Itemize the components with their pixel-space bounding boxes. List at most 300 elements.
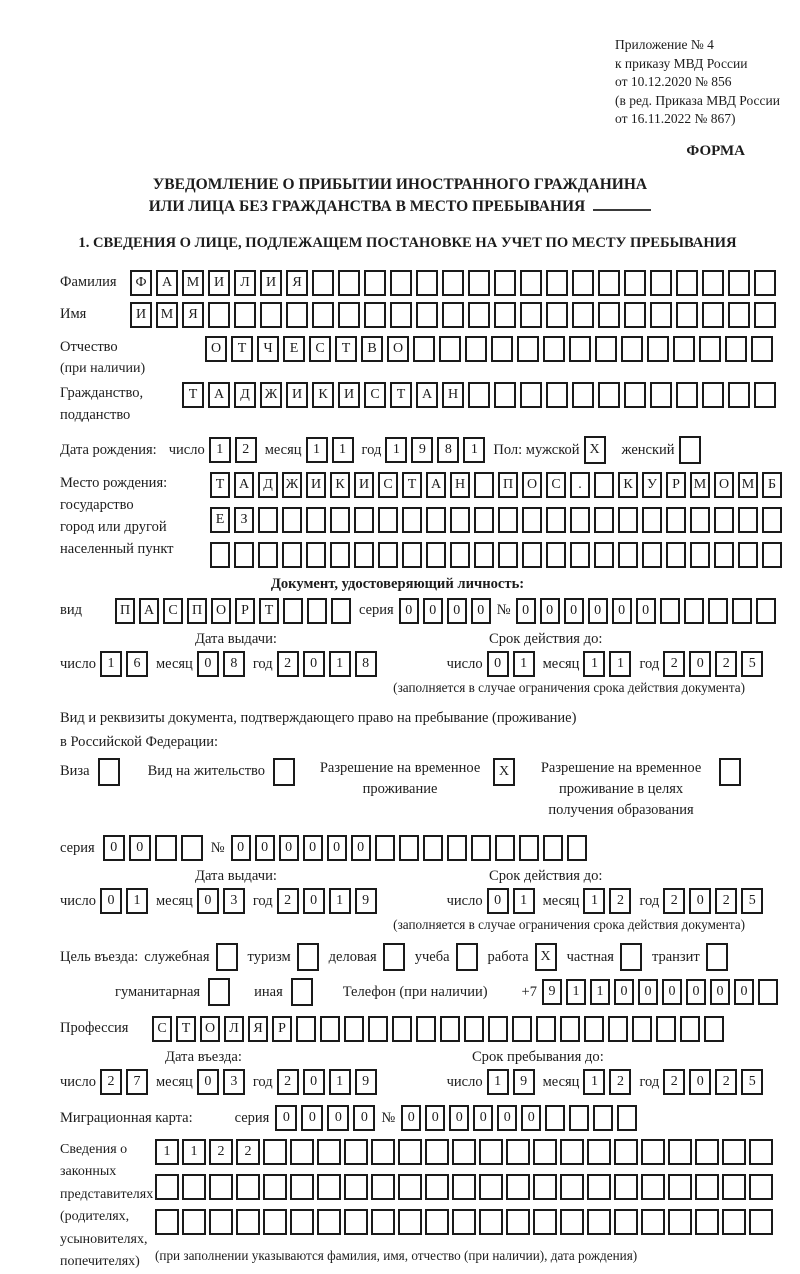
char-cell[interactable]: [543, 336, 565, 362]
char-cell[interactable]: [749, 1209, 773, 1235]
char-cell[interactable]: [317, 1174, 341, 1200]
char-cell[interactable]: [425, 1174, 449, 1200]
char-cell[interactable]: 8: [355, 651, 377, 677]
char-cell[interactable]: [402, 507, 422, 533]
stay-day-cells[interactable]: [487, 1069, 535, 1095]
char-cell[interactable]: 0: [710, 979, 730, 1005]
char-cell[interactable]: [398, 1209, 422, 1235]
char-cell[interactable]: У: [642, 472, 662, 498]
char-cell[interactable]: [479, 1209, 503, 1235]
char-cell[interactable]: [371, 1209, 395, 1235]
char-cell[interactable]: 0: [129, 835, 151, 861]
res-valid-day-cells[interactable]: [487, 888, 535, 914]
char-cell[interactable]: [545, 1105, 565, 1131]
char-cell[interactable]: [375, 835, 395, 861]
char-cell[interactable]: 0: [275, 1105, 297, 1131]
char-cell[interactable]: А: [234, 472, 254, 498]
char-cell[interactable]: Ж: [260, 382, 282, 408]
char-cell[interactable]: [728, 382, 750, 408]
doc-issue-month-cells[interactable]: [197, 651, 245, 677]
char-cell[interactable]: [155, 1174, 179, 1200]
char-cell[interactable]: [402, 542, 422, 568]
char-cell[interactable]: 0: [487, 651, 509, 677]
char-cell[interactable]: [520, 302, 542, 328]
char-cell[interactable]: [450, 542, 470, 568]
char-cell[interactable]: [234, 302, 256, 328]
char-cell[interactable]: 0: [447, 598, 467, 624]
char-cell[interactable]: [758, 979, 778, 1005]
char-cell[interactable]: [210, 542, 230, 568]
char-cell[interactable]: [495, 835, 515, 861]
char-cell[interactable]: П: [498, 472, 518, 498]
purpose-other-checkbox[interactable]: [291, 978, 313, 1006]
char-cell[interactable]: Т: [210, 472, 230, 498]
char-cell[interactable]: 1: [590, 979, 610, 1005]
entry-month-cells[interactable]: [197, 1069, 245, 1095]
char-cell[interactable]: 1: [126, 888, 148, 914]
char-cell[interactable]: 0: [197, 888, 219, 914]
char-cell[interactable]: 2: [663, 1069, 685, 1095]
char-cell[interactable]: [666, 507, 686, 533]
char-cell[interactable]: 2: [609, 888, 631, 914]
char-cell[interactable]: А: [139, 598, 159, 624]
char-cell[interactable]: Л: [224, 1016, 244, 1042]
char-cell[interactable]: [506, 1209, 530, 1235]
char-cell[interactable]: [676, 302, 698, 328]
purpose-tourism-checkbox[interactable]: [297, 943, 319, 971]
char-cell[interactable]: 0: [197, 1069, 219, 1095]
char-cell[interactable]: 9: [355, 888, 377, 914]
char-cell[interactable]: [234, 542, 254, 568]
char-cell[interactable]: Ж: [282, 472, 302, 498]
char-cell[interactable]: [754, 302, 776, 328]
char-cell[interactable]: 1: [182, 1139, 206, 1165]
char-cell[interactable]: 2: [663, 888, 685, 914]
res-valid-year-cells[interactable]: [663, 888, 763, 914]
char-cell[interactable]: 0: [353, 1105, 375, 1131]
char-cell[interactable]: Р: [666, 472, 686, 498]
char-cell[interactable]: 1: [487, 1069, 509, 1095]
char-cell[interactable]: С: [309, 336, 331, 362]
char-cell[interactable]: 2: [100, 1069, 122, 1095]
char-cell[interactable]: .: [570, 472, 590, 498]
char-cell[interactable]: 0: [497, 1105, 517, 1131]
birthplace-row3-cells[interactable]: [210, 542, 782, 568]
char-cell[interactable]: [714, 542, 734, 568]
purpose-humanitarian-checkbox[interactable]: [208, 978, 230, 1006]
char-cell[interactable]: 1: [583, 651, 605, 677]
char-cell[interactable]: [338, 302, 360, 328]
char-cell[interactable]: [209, 1174, 233, 1200]
char-cell[interactable]: [236, 1209, 260, 1235]
visa-checkbox[interactable]: [98, 758, 120, 786]
doc-series-cells[interactable]: [399, 598, 491, 624]
char-cell[interactable]: [754, 270, 776, 296]
char-cell[interactable]: 2: [277, 1069, 299, 1095]
doc-number-cells[interactable]: [516, 598, 776, 624]
char-cell[interactable]: X: [493, 758, 515, 786]
char-cell[interactable]: [312, 270, 334, 296]
char-cell[interactable]: [754, 382, 776, 408]
char-cell[interactable]: [593, 1105, 613, 1131]
char-cell[interactable]: [533, 1174, 557, 1200]
birth-year-cells[interactable]: [385, 437, 485, 463]
char-cell[interactable]: М: [156, 302, 178, 328]
purpose-study-checkbox[interactable]: [456, 943, 478, 971]
char-cell[interactable]: [519, 835, 539, 861]
char-cell[interactable]: 1: [332, 437, 354, 463]
char-cell[interactable]: [423, 835, 443, 861]
doc-valid-day-cells[interactable]: [487, 651, 535, 677]
sex-male-checkbox[interactable]: [584, 436, 606, 464]
char-cell[interactable]: И: [354, 472, 374, 498]
char-cell[interactable]: Н: [442, 382, 464, 408]
char-cell[interactable]: [751, 336, 773, 362]
char-cell[interactable]: 2: [235, 437, 257, 463]
char-cell[interactable]: [155, 1209, 179, 1235]
char-cell[interactable]: [260, 302, 282, 328]
char-cell[interactable]: [317, 1139, 341, 1165]
char-cell[interactable]: [425, 1139, 449, 1165]
char-cell[interactable]: Р: [272, 1016, 292, 1042]
char-cell[interactable]: [416, 302, 438, 328]
char-cell[interactable]: [666, 542, 686, 568]
char-cell[interactable]: 0: [255, 835, 275, 861]
char-cell[interactable]: [273, 758, 295, 786]
char-cell[interactable]: [306, 507, 326, 533]
char-cell[interactable]: 1: [566, 979, 586, 1005]
char-cell[interactable]: 9: [542, 979, 562, 1005]
doc-issue-day-cells[interactable]: [100, 651, 148, 677]
stay-month-cells[interactable]: [583, 1069, 631, 1095]
char-cell[interactable]: [725, 336, 747, 362]
char-cell[interactable]: [354, 507, 374, 533]
char-cell[interactable]: [679, 436, 701, 464]
char-cell[interactable]: О: [211, 598, 231, 624]
char-cell[interactable]: [572, 270, 594, 296]
char-cell[interactable]: [291, 978, 313, 1006]
char-cell[interactable]: [702, 382, 724, 408]
char-cell[interactable]: [297, 943, 319, 971]
char-cell[interactable]: 0: [401, 1105, 421, 1131]
char-cell[interactable]: М: [738, 472, 758, 498]
char-cell[interactable]: [290, 1174, 314, 1200]
char-cell[interactable]: 0: [473, 1105, 493, 1131]
char-cell[interactable]: К: [330, 472, 350, 498]
char-cell[interactable]: 2: [277, 651, 299, 677]
char-cell[interactable]: [650, 270, 672, 296]
entry-year-cells[interactable]: [277, 1069, 377, 1095]
profession-cells[interactable]: [152, 1016, 724, 1042]
res-series-cells[interactable]: [103, 835, 203, 861]
char-cell[interactable]: [371, 1174, 395, 1200]
char-cell[interactable]: 2: [609, 1069, 631, 1095]
purpose-private-checkbox[interactable]: [620, 943, 642, 971]
rep-row2-cells[interactable]: [155, 1174, 773, 1200]
char-cell[interactable]: 1: [513, 888, 535, 914]
char-cell[interactable]: [447, 835, 467, 861]
birth-month-cells[interactable]: [306, 437, 354, 463]
char-cell[interactable]: 0: [100, 888, 122, 914]
char-cell[interactable]: [383, 943, 405, 971]
char-cell[interactable]: [452, 1174, 476, 1200]
char-cell[interactable]: [560, 1016, 580, 1042]
char-cell[interactable]: [442, 270, 464, 296]
char-cell[interactable]: 0: [327, 835, 347, 861]
char-cell[interactable]: [624, 270, 646, 296]
char-cell[interactable]: 5: [741, 651, 763, 677]
char-cell[interactable]: [464, 1016, 484, 1042]
char-cell[interactable]: [668, 1174, 692, 1200]
char-cell[interactable]: [749, 1139, 773, 1165]
char-cell[interactable]: 1: [583, 1069, 605, 1095]
char-cell[interactable]: [522, 507, 542, 533]
char-cell[interactable]: С: [152, 1016, 172, 1042]
char-cell[interactable]: [364, 302, 386, 328]
char-cell[interactable]: [695, 1139, 719, 1165]
char-cell[interactable]: Т: [176, 1016, 196, 1042]
char-cell[interactable]: [330, 542, 350, 568]
char-cell[interactable]: [216, 943, 238, 971]
birthplace-row1-cells[interactable]: [210, 472, 782, 498]
char-cell[interactable]: Д: [258, 472, 278, 498]
char-cell[interactable]: [594, 507, 614, 533]
char-cell[interactable]: М: [182, 270, 204, 296]
char-cell[interactable]: [650, 382, 672, 408]
purpose-transit-checkbox[interactable]: [706, 943, 728, 971]
char-cell[interactable]: Л: [234, 270, 256, 296]
char-cell[interactable]: 0: [614, 979, 634, 1005]
char-cell[interactable]: [290, 1209, 314, 1235]
char-cell[interactable]: [479, 1174, 503, 1200]
char-cell[interactable]: 0: [303, 1069, 325, 1095]
doc-issue-year-cells[interactable]: [277, 651, 377, 677]
char-cell[interactable]: 1: [583, 888, 605, 914]
char-cell[interactable]: 0: [103, 835, 125, 861]
char-cell[interactable]: 1: [385, 437, 407, 463]
char-cell[interactable]: [450, 507, 470, 533]
mig-series-cells[interactable]: [275, 1105, 375, 1131]
char-cell[interactable]: [614, 1209, 638, 1235]
char-cell[interactable]: [762, 542, 782, 568]
char-cell[interactable]: [371, 1139, 395, 1165]
char-cell[interactable]: [641, 1139, 665, 1165]
char-cell[interactable]: [258, 542, 278, 568]
char-cell[interactable]: 1: [306, 437, 328, 463]
char-cell[interactable]: [728, 302, 750, 328]
char-cell[interactable]: А: [416, 382, 438, 408]
char-cell[interactable]: [306, 542, 326, 568]
char-cell[interactable]: Р: [235, 598, 255, 624]
char-cell[interactable]: [98, 758, 120, 786]
char-cell[interactable]: 1: [329, 1069, 351, 1095]
char-cell[interactable]: 0: [327, 1105, 349, 1131]
char-cell[interactable]: С: [378, 472, 398, 498]
char-cell[interactable]: [474, 472, 494, 498]
char-cell[interactable]: [426, 542, 446, 568]
char-cell[interactable]: [560, 1174, 584, 1200]
char-cell[interactable]: [728, 270, 750, 296]
char-cell[interactable]: Я: [248, 1016, 268, 1042]
char-cell[interactable]: 0: [301, 1105, 323, 1131]
char-cell[interactable]: [673, 336, 695, 362]
char-cell[interactable]: 1: [609, 651, 631, 677]
char-cell[interactable]: [762, 507, 782, 533]
char-cell[interactable]: [708, 598, 728, 624]
char-cell[interactable]: Т: [335, 336, 357, 362]
char-cell[interactable]: 0: [689, 651, 711, 677]
char-cell[interactable]: А: [208, 382, 230, 408]
surname-cells[interactable]: [130, 270, 776, 296]
char-cell[interactable]: 0: [303, 835, 323, 861]
char-cell[interactable]: [624, 382, 646, 408]
char-cell[interactable]: [587, 1209, 611, 1235]
char-cell[interactable]: Б: [762, 472, 782, 498]
char-cell[interactable]: [392, 1016, 412, 1042]
residence-permit-checkbox[interactable]: [273, 758, 295, 786]
char-cell[interactable]: [471, 835, 491, 861]
char-cell[interactable]: Т: [390, 382, 412, 408]
char-cell[interactable]: 0: [564, 598, 584, 624]
char-cell[interactable]: [702, 302, 724, 328]
char-cell[interactable]: [704, 1016, 724, 1042]
char-cell[interactable]: И: [130, 302, 152, 328]
char-cell[interactable]: [546, 270, 568, 296]
char-cell[interactable]: 2: [277, 888, 299, 914]
char-cell[interactable]: [488, 1016, 508, 1042]
char-cell[interactable]: О: [387, 336, 409, 362]
char-cell[interactable]: [647, 336, 669, 362]
char-cell[interactable]: 0: [399, 598, 419, 624]
char-cell[interactable]: 3: [223, 888, 245, 914]
char-cell[interactable]: 2: [715, 1069, 737, 1095]
char-cell[interactable]: [491, 336, 513, 362]
char-cell[interactable]: [690, 542, 710, 568]
char-cell[interactable]: Ф: [130, 270, 152, 296]
char-cell[interactable]: [722, 1209, 746, 1235]
char-cell[interactable]: X: [535, 943, 557, 971]
char-cell[interactable]: 0: [449, 1105, 469, 1131]
char-cell[interactable]: [722, 1174, 746, 1200]
char-cell[interactable]: [344, 1174, 368, 1200]
char-cell[interactable]: М: [690, 472, 710, 498]
char-cell[interactable]: З: [234, 507, 254, 533]
char-cell[interactable]: О: [200, 1016, 220, 1042]
char-cell[interactable]: [398, 1139, 422, 1165]
char-cell[interactable]: [182, 1209, 206, 1235]
char-cell[interactable]: [598, 382, 620, 408]
char-cell[interactable]: 0: [351, 835, 371, 861]
char-cell[interactable]: [587, 1139, 611, 1165]
char-cell[interactable]: [584, 1016, 604, 1042]
char-cell[interactable]: [468, 382, 490, 408]
char-cell[interactable]: [263, 1174, 287, 1200]
char-cell[interactable]: 8: [437, 437, 459, 463]
char-cell[interactable]: [413, 336, 435, 362]
char-cell[interactable]: 2: [663, 651, 685, 677]
patronymic-cells[interactable]: [205, 336, 773, 362]
char-cell[interactable]: [479, 1139, 503, 1165]
char-cell[interactable]: П: [115, 598, 135, 624]
char-cell[interactable]: [546, 542, 566, 568]
char-cell[interactable]: [426, 507, 446, 533]
char-cell[interactable]: [560, 1209, 584, 1235]
char-cell[interactable]: 8: [223, 651, 245, 677]
char-cell[interactable]: 1: [155, 1139, 179, 1165]
char-cell[interactable]: [695, 1174, 719, 1200]
char-cell[interactable]: [598, 302, 620, 328]
char-cell[interactable]: [474, 542, 494, 568]
char-cell[interactable]: [283, 598, 303, 624]
rep-row3-cells[interactable]: [155, 1209, 773, 1235]
char-cell[interactable]: [317, 1209, 341, 1235]
char-cell[interactable]: [344, 1016, 364, 1042]
char-cell[interactable]: [702, 270, 724, 296]
char-cell[interactable]: И: [286, 382, 308, 408]
char-cell[interactable]: [468, 270, 490, 296]
char-cell[interactable]: [290, 1139, 314, 1165]
char-cell[interactable]: 0: [303, 888, 325, 914]
char-cell[interactable]: И: [208, 270, 230, 296]
char-cell[interactable]: Е: [283, 336, 305, 362]
res-number-cells[interactable]: [231, 835, 587, 861]
char-cell[interactable]: [331, 598, 351, 624]
char-cell[interactable]: [632, 1016, 652, 1042]
char-cell[interactable]: 0: [636, 598, 656, 624]
char-cell[interactable]: [416, 1016, 436, 1042]
char-cell[interactable]: [695, 1209, 719, 1235]
char-cell[interactable]: [749, 1174, 773, 1200]
char-cell[interactable]: Д: [234, 382, 256, 408]
purpose-official-checkbox[interactable]: [216, 943, 238, 971]
char-cell[interactable]: [684, 598, 704, 624]
char-cell[interactable]: [378, 507, 398, 533]
char-cell[interactable]: [572, 302, 594, 328]
char-cell[interactable]: 0: [279, 835, 299, 861]
char-cell[interactable]: 0: [423, 598, 443, 624]
char-cell[interactable]: [536, 1016, 556, 1042]
char-cell[interactable]: 0: [638, 979, 658, 1005]
res-issue-month-cells[interactable]: [197, 888, 245, 914]
char-cell[interactable]: [439, 336, 461, 362]
char-cell[interactable]: 1: [209, 437, 231, 463]
entry-day-cells[interactable]: [100, 1069, 148, 1095]
char-cell[interactable]: Т: [259, 598, 279, 624]
char-cell[interactable]: [560, 1139, 584, 1165]
char-cell[interactable]: [155, 835, 177, 861]
char-cell[interactable]: Н: [450, 472, 470, 498]
char-cell[interactable]: Я: [182, 302, 204, 328]
char-cell[interactable]: 5: [741, 888, 763, 914]
char-cell[interactable]: [642, 507, 662, 533]
char-cell[interactable]: [258, 507, 278, 533]
char-cell[interactable]: [569, 336, 591, 362]
char-cell[interactable]: 2: [715, 651, 737, 677]
char-cell[interactable]: К: [312, 382, 334, 408]
mig-number-cells[interactable]: [401, 1105, 637, 1131]
char-cell[interactable]: [312, 302, 334, 328]
doc-type-cells[interactable]: [115, 598, 351, 624]
char-cell[interactable]: [650, 302, 672, 328]
char-cell[interactable]: [572, 382, 594, 408]
char-cell[interactable]: [282, 542, 302, 568]
char-cell[interactable]: А: [426, 472, 446, 498]
char-cell[interactable]: [618, 507, 638, 533]
char-cell[interactable]: И: [338, 382, 360, 408]
char-cell[interactable]: [543, 835, 563, 861]
char-cell[interactable]: [690, 507, 710, 533]
doc-valid-year-cells[interactable]: [663, 651, 763, 677]
